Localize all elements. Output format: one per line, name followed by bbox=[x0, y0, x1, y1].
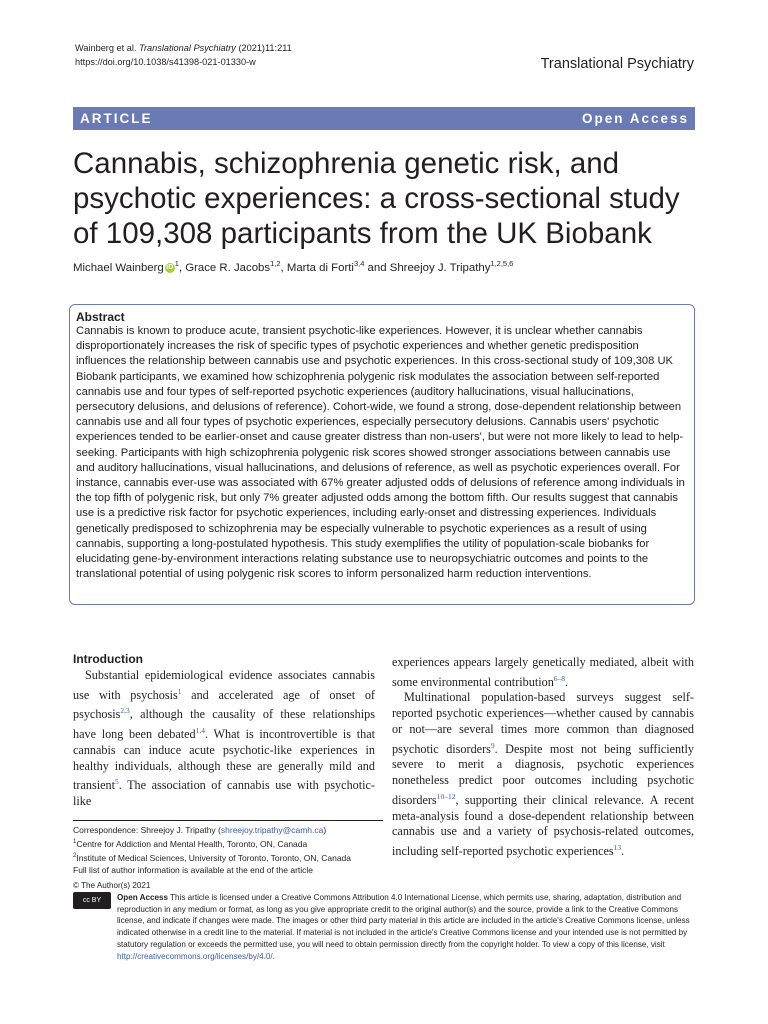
citation-volume: (2021)11:211 bbox=[238, 43, 292, 53]
copyright-line: © The Author(s) 2021 bbox=[73, 881, 151, 890]
introduction-heading: Introduction bbox=[73, 652, 143, 666]
cc-by-icon[interactable]: cc BY bbox=[73, 892, 111, 909]
license-url-link[interactable]: http://creativecommons.org/licenses/by/4.0/ bbox=[117, 951, 273, 961]
license-block bbox=[73, 880, 698, 963]
text-run: , although the causality of these relationships have long been debated bbox=[73, 707, 375, 742]
body-paragraph bbox=[392, 655, 694, 690]
text-run: Substantial epidemiological evidence associates cannabis use with psychosis bbox=[73, 668, 375, 702]
text-run: , supporting their clinical relevance. A recent meta-analysis found a dose-dependent relationship between cannabis use and a variety of psychosis-related outcomes, including self-reported psychotic experiences bbox=[392, 792, 694, 858]
open-access-label: Open Access bbox=[581, 111, 689, 126]
affiliation-text: Institute of Medical Sciences, University of Toronto, Toronto, ON, Canada bbox=[76, 853, 351, 864]
journal-name: Translational Psychiatry bbox=[540, 56, 694, 72]
doi-link[interactable]: https://doi.org/10.1038/s41398-021-01330-w bbox=[75, 57, 256, 67]
article-type-bar bbox=[73, 107, 695, 130]
correspondence-footnote bbox=[73, 820, 383, 876]
text-run: This article is licensed under a Creative Commons Attribution 4.0 International License, which permits use, sharing, adaptation, distribution and reproduction in any medium or format, as long as you give appropriate credit to the original author(s) and the source, provide a link to the Creative Commons license, and indicate if changes were made. The images or other third party material in this article are included in the article's Creative Commons license, unless indicated otherwise in a credit line to the material. If material is not included in the article's Creative Commons license and your intended use is not permitted by statutory regulation or exceeds the permitted use, you will need to obtain permission directly from the copyright holder. To view a copy of this license, visit bbox=[117, 892, 690, 949]
text-run: Multinational population-based surveys suggest self-reported psychotic experiences—whether caused by cannabis or not—are several times more common than diagnosed psychotic disorders bbox=[392, 690, 694, 756]
citation-ref[interactable]: 1 bbox=[177, 686, 182, 696]
license-text bbox=[117, 892, 698, 963]
license-row bbox=[73, 892, 698, 963]
email-link[interactable]: shreejoy.tripathy@camh.ca bbox=[220, 825, 324, 835]
affiliation-line bbox=[73, 836, 383, 850]
right-column bbox=[392, 655, 694, 860]
affiliation-line bbox=[73, 850, 383, 864]
correspondence-line bbox=[73, 824, 383, 836]
body-paragraph bbox=[392, 690, 694, 859]
text-run: . bbox=[621, 843, 625, 858]
orcid-icon[interactable]: iD bbox=[166, 263, 174, 271]
article-label: ARTICLE bbox=[80, 111, 153, 126]
text-run: ) bbox=[323, 825, 327, 835]
text-run: . bbox=[565, 674, 569, 689]
citation-ref[interactable]: 6–8 bbox=[553, 673, 566, 683]
author-name: and Shreejoy J. Tripathy bbox=[364, 261, 491, 274]
author-name: , Marta di Forti bbox=[280, 261, 354, 274]
abstract-text: Cannabis is known to produce acute, transient psychotic-like experiences. However, it is unclear whether cannabis disproportionately increases the risk of specific types of psychotic experiences and whether genetic predisposition influences the relationship between cannabis use and psychotic experiences. In this cross-sectional study of 109,308 UK Biobank participants, we examined how schizophrenia polygenic risk modulates the association between self-reported cannabis use and four types of self-reported psychotic experiences (auditory hallucinations, visual hallucinations, persecutory delusions, and delusions of reference). Cohort-wide, we found a strong, dose-dependent relationship between cannabis use and all four types of psychotic experiences, especially persecutory delusions. Cannabis users' psychotic experiences tended to be earlier-onset and cause greater distress than non-users', but were not more likely to lead to help-seeking. Participants with high schizophrenia polygenic risk scores showed stronger associations between cannabis use and auditory hallucinations, visual hallucinations, and delusions of reference, as well as psychotic experiences overall. For instance, cannabis ever-use was associated with 67% greater adjusted odds of delusions of reference among individuals in the top fifth of polygenic risk, but only 7% greater adjusted odds among the bottom fifth. Our results suggest that cannabis use is a predictive risk factor for psychotic experiences, including early-onset and distressing experiences. Individuals genetically predisposed to schizophrenia may be especially vulnerable to psychotic experiences as a result of using cannabis, supporting a long-postulated hypothesis. This study exemplifies the utility of population-scale biobanks for elucidating gene-by-environment interactions relating substance use to neuropsychiatric outcomes and points to the translational potential of using polygenic risk scores to inform personalized harm reduction interventions. bbox=[76, 325, 685, 581]
open-access-bold: Open Access bbox=[117, 892, 168, 902]
affiliation-sup: 2 bbox=[73, 853, 77, 860]
author-info-note: Full list of author information is available at the end of the article bbox=[73, 865, 314, 876]
citation-ref[interactable]: 1,4 bbox=[195, 726, 205, 736]
text-run: . Despite most not being sufficiently severe to merit a diagnosis, psychotic experiences nonetheless predict poor outcomes including psychotic disorders bbox=[392, 741, 695, 807]
author-list bbox=[73, 259, 513, 274]
citation-ref[interactable]: 13 bbox=[613, 842, 622, 852]
abstract-heading: Abstract bbox=[76, 310, 125, 324]
author-name: , Grace R. Jacobs bbox=[178, 261, 271, 274]
text-run: . What is incontrovertible is that cannabis can induce acute psychotic-like experiences in healthy individuals, although these are generally mild and transient bbox=[73, 727, 375, 793]
citation-line bbox=[75, 41, 292, 55]
citation-journal: Translational Psychiatry bbox=[139, 43, 236, 53]
affiliation-sup: 1,2 bbox=[270, 259, 281, 268]
text-run: experiences appears largely genetically mediated, albeit with some environmental contribution bbox=[392, 655, 694, 689]
citation-authors: Wainberg et al. bbox=[75, 43, 137, 53]
affiliation-sup: 1,2,5,6 bbox=[490, 259, 514, 268]
text-run: and accelerated age of onset of psychosis bbox=[73, 687, 375, 722]
author-name: Michael Wainberg bbox=[73, 261, 164, 274]
paper-title: Cannabis, schizophrenia genetic risk, and psychotic experiences: a cross-sectional study of 109,308 participants from the UK Biobank bbox=[73, 147, 680, 250]
left-column bbox=[73, 652, 375, 810]
affiliation-sup: 1 bbox=[174, 259, 179, 268]
text-run: . bbox=[272, 951, 275, 961]
affiliation-sup: 3,4 bbox=[353, 259, 365, 268]
citation-ref[interactable]: 2,3 bbox=[120, 706, 130, 716]
affiliation-text: Centre for Addiction and Mental Health, Toronto, ON, Canada bbox=[76, 839, 308, 850]
intro-paragraph bbox=[73, 668, 375, 810]
text-run: . The association of cannabis use with psychotic-like bbox=[73, 778, 375, 809]
citation-ref[interactable]: 5 bbox=[114, 777, 119, 787]
citation-ref[interactable]: 10–12 bbox=[436, 791, 456, 801]
citation-ref[interactable]: 9 bbox=[490, 740, 495, 750]
citation-header bbox=[75, 41, 292, 69]
text-run: Correspondence: Shreejoy J. Tripathy ( bbox=[73, 825, 221, 835]
abstract-box bbox=[69, 304, 695, 605]
affiliation-sup: 1 bbox=[73, 839, 77, 846]
